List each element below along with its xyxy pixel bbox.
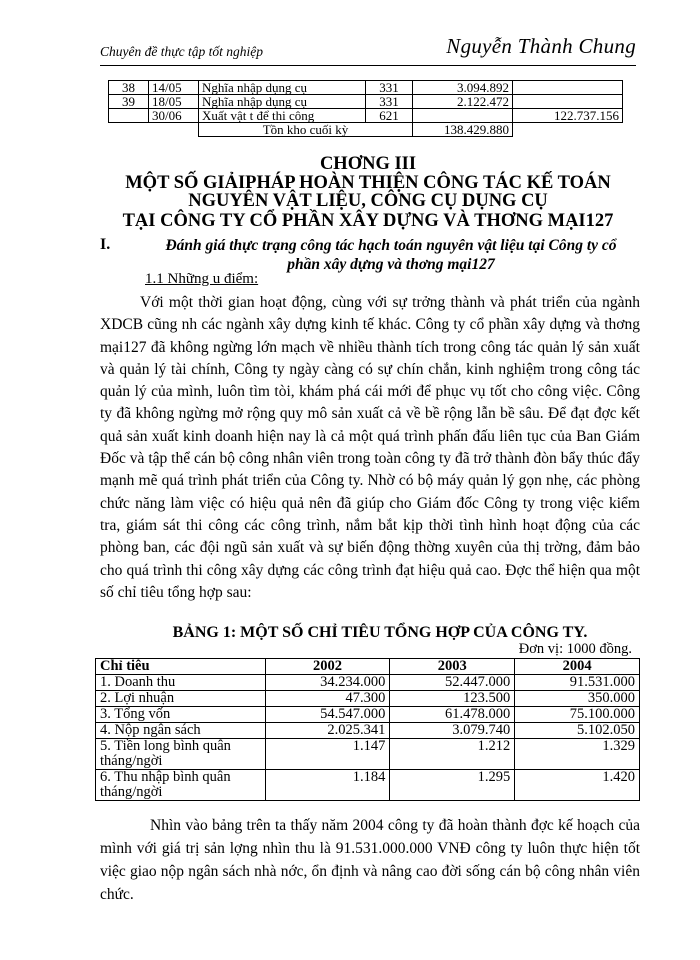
- row-label: 5. Tiền long bình quân tháng/ngời: [96, 739, 266, 770]
- header-right: Nguyễn Thành Chung: [446, 34, 636, 58]
- ledger-cell: 122.737.156: [513, 109, 623, 123]
- ledger-cell: [109, 109, 149, 123]
- cell-value: 1.184: [265, 770, 390, 801]
- column-header: Chỉ tiêu: [96, 659, 266, 675]
- table-row: [96, 675, 640, 691]
- column-header: 2003: [390, 659, 515, 675]
- row-label: 3. Tổng vốn: [96, 707, 266, 723]
- ledger-cell: [513, 95, 623, 109]
- ledger-cell: 18/05: [149, 95, 199, 109]
- header-rule: [100, 65, 636, 66]
- row-label: 6. Thu nhập bình quân tháng/ngời: [96, 770, 266, 801]
- cell-value: 1.147: [265, 739, 390, 770]
- cell-value: 47.300: [265, 691, 390, 707]
- section-number: I.: [100, 236, 111, 253]
- table-row: [96, 770, 640, 801]
- cell-value: 1.420: [515, 770, 640, 801]
- cell-value: 52.447.000: [390, 675, 515, 691]
- table-row: [96, 723, 640, 739]
- ledger-cell: 39: [109, 95, 149, 109]
- table-title: BẢNG 1: MỘT SỐ CHỈ TIÊU TỔNG HỢP CỦA CÔNG TY.: [172, 624, 588, 641]
- body-paragraph: Nhìn vào bảng trên ta thấy năm 2004 công ty đã hoàn thành đợc kế hoạch của mình với giá trị sản lợng nhìn thu là 91.531.000.000 VNĐ công ty luôn thực hiện tốt việc giao nộp ngân sách nhà nớc, ổn định và nâng cao đời sống cán bộ công nhân viên chức.: [100, 817, 640, 903]
- column-header: 2002: [265, 659, 390, 675]
- ledger-table: [108, 80, 623, 137]
- page-header: [100, 32, 636, 66]
- cell-value: 350.000: [515, 691, 640, 707]
- row-label: 2. Lợi nhuận: [96, 691, 266, 707]
- column-header: 2004: [515, 659, 640, 675]
- subsection-title: 1.1 Những u điểm:: [145, 271, 259, 287]
- ledger-cell: 14/05: [149, 81, 199, 95]
- summary-table: [95, 658, 640, 801]
- cell-value: 1.329: [515, 739, 640, 770]
- cell-value: 75.100.000: [515, 707, 640, 723]
- ledger-cell: 331: [366, 95, 413, 109]
- ledger-total-value: 138.429.880: [413, 123, 513, 137]
- row-label: 1. Doanh thu: [96, 675, 266, 691]
- table-unit: Đơn vị: 1000 đồng.: [518, 641, 632, 657]
- cell-value: 54.547.000: [265, 707, 390, 723]
- row-label: 4. Nộp ngân sách: [96, 723, 266, 739]
- header-left: Chuyên đề thực tập tốt nghiệp: [100, 44, 263, 59]
- cell-value: 123.500: [390, 691, 515, 707]
- ledger-cell: [513, 81, 623, 95]
- body-paragraph: Với một thời gian hoạt động, cùng với sự trởng thành và phát triển của ngành XDCB cũng nh các ngành xây dựng kinh tế khác. Công ty cổ phần xây dựng và thơng mại127 đã không ngừng lớn mạch về nhiều thành tích trong công tác quản lý sản xuất và quản lý tài chính, Công ty ngày càng có sự chín chắn, kinh nghiệm trong công tác quản lý của mình, luôn tìm tòi, khám phá cái mới để phục vụ tốt cho công việc. Công ty đã không ngừng mở rộng quy mô sản xuất cả về bề rộng lẫn bề sâu. Để đạt đợc kết quả sản xuất kinh doanh hiện nay là cả một quá trình phấn đấu liên tục của Ban Giám Đốc và tập thể cán bộ công nhân viên trong toàn công ty đã trở thành đòn bẩy thúc đẩy mạnh mẽ quá trình phát triển của Công ty. Nhờ có bộ máy quản lý gọn nhẹ, các phòng chức năng làm việc có hiệu quả nên đã giúp cho Giám đốc Công ty trong việc kiểm tra, giám sát thi công các công trình, nắm bắt kịp thời tình hình hoạt động của các phòng ban, các đội ngũ sản xuất và sự biến động thờng xuyên của thị trờng, đảm bảo cho quá trình thi công xây dựng các công trình đạt hiệu quả cao. Đợc thể hiện qua một số chỉ tiêu tổng hợp sau:: [100, 294, 640, 601]
- table-header-row: [96, 659, 640, 675]
- table-row: [109, 95, 623, 109]
- ledger-cell: Nghĩa nhập dụng cụ: [199, 95, 366, 109]
- ledger-cell: 30/06: [149, 109, 199, 123]
- ledger-cell: [413, 109, 513, 123]
- cell-value: 5.102.050: [515, 723, 640, 739]
- cell-value: 34.234.000: [265, 675, 390, 691]
- table-row: [109, 109, 623, 123]
- chapter-title-line-1: MỘT SỐ GIẢIPHÁP HOÀN THIỆN CÔNG TÁC KẾ TOÁN: [125, 173, 611, 193]
- cell-value: 1.212: [390, 739, 515, 770]
- section-title: Đánh giá thực trạng công tác hạch toán nguyên vật liệu tại Công ty cổ phần xây dựng và thơng mại127: [165, 237, 617, 273]
- ledger-cell: 3.094.892: [413, 81, 513, 95]
- ledger-cell: 331: [366, 81, 413, 95]
- chapter-number: CHƠNG III: [319, 154, 417, 174]
- ledger-cell: 2.122.472: [413, 95, 513, 109]
- ledger-cell: Nghĩa nhập dụng cụ: [199, 81, 366, 95]
- cell-value: 2.025.341: [265, 723, 390, 739]
- table-row: [109, 81, 623, 95]
- ledger-cell: Xuất vật t để thi công: [199, 109, 366, 123]
- chapter-title-line-2: NGUYÊN VẬT LIỆU, CÔNG CỤ DỤNG CỤ: [188, 191, 548, 211]
- table-row-total: [109, 123, 623, 137]
- chapter-heading-block: [100, 155, 636, 230]
- table-row: [96, 739, 640, 770]
- cell-value: 3.079.740: [390, 723, 515, 739]
- table-row: [96, 707, 640, 723]
- ledger-total-label: Tồn kho cuối kỳ: [199, 123, 413, 137]
- chapter-title-line-3: TẠI CÔNG TY CỔ PHẦN XÂY DỰNG VÀ THƠNG MẠI127: [122, 211, 614, 231]
- cell-value: 61.478.000: [390, 707, 515, 723]
- ledger-cell: 38: [109, 81, 149, 95]
- table-row: [96, 691, 640, 707]
- cell-value: 1.295: [390, 770, 515, 801]
- cell-value: 91.531.000: [515, 675, 640, 691]
- ledger-cell: 621: [366, 109, 413, 123]
